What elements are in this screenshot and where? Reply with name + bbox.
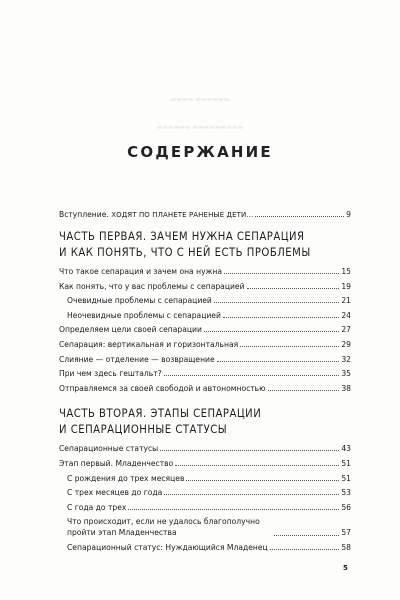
page-number: 51	[341, 458, 351, 468]
part-heading-1	[59, 229, 351, 260]
dot-leader	[255, 216, 344, 217]
page-number: 58	[341, 542, 351, 552]
toc-entry-text: С рождения до трех месяцев	[67, 473, 185, 483]
intro-prefix: Вступление.	[59, 210, 109, 219]
dot-leader	[164, 494, 339, 495]
dot-leader	[164, 375, 340, 376]
dot-leader	[247, 288, 340, 289]
toc-entry-text: С трех месяцев до года	[67, 488, 163, 498]
dot-leader	[217, 361, 340, 362]
toc-entry-text: Сепарационный статус: Нуждающийся Младенец	[67, 542, 268, 552]
page-folio-number: 5	[343, 564, 348, 572]
toc-entry-intro[interactable]	[59, 209, 351, 220]
section-spacer	[59, 397, 351, 406]
table-of-contents	[59, 209, 351, 557]
toc-subentry[interactable]	[59, 310, 351, 321]
bleed-through-text: ▬▬▬▬▬▬ ▬▬▬▬▬▬▬▬▬	[156, 124, 244, 131]
dot-leader	[160, 450, 339, 451]
part-heading-line: И СЕПАРАЦИОННЫЕ СТАТУСЫ	[59, 422, 228, 436]
toc-subentry[interactable]	[59, 473, 351, 484]
toc-entry-text: Отправляемся за своей свободой и автономностью	[59, 383, 266, 393]
page-number: 15	[341, 267, 351, 276]
dot-leader	[175, 465, 339, 466]
page-number: 29	[341, 339, 351, 349]
toc-entry[interactable]	[59, 458, 351, 469]
page-number: 53	[341, 488, 351, 498]
toc-subentry[interactable]	[59, 516, 351, 538]
toc-entry[interactable]	[59, 339, 351, 350]
dot-leader	[240, 346, 339, 347]
toc-entry-text: Что происходит, если не удалось благополучно пройти этап Младенчества	[67, 517, 260, 538]
toc-entry[interactable]	[59, 281, 351, 292]
toc-entry-text: Сепарация: вертикальная и горизонтальная	[59, 339, 239, 349]
page-number: 21	[341, 296, 351, 306]
toc-entry-text: Очевидные проблемы с сепарацией	[67, 296, 212, 306]
page-number: 57	[341, 528, 351, 538]
page-number: 19	[341, 281, 351, 291]
toc-entry-text: Сепарационные статусы	[59, 444, 159, 454]
dot-leader	[223, 317, 339, 318]
toc-subentry[interactable]	[59, 295, 351, 306]
dot-leader	[270, 549, 340, 550]
toc-entry-text: При чем здесь гештальт?	[59, 369, 162, 379]
page-number: 38	[341, 383, 351, 393]
dot-leader	[224, 273, 339, 274]
toc-entry[interactable]	[59, 266, 351, 277]
page-number: 43	[341, 444, 351, 454]
part-heading-line: ЧАСТЬ ВТОРАЯ. ЭТАПЫ СЕПАРАЦИИ	[59, 407, 262, 421]
toc-entry[interactable]	[59, 324, 351, 335]
bleed-through-text: ▬▬▬▬ ▬▬▬▬▬▬	[170, 96, 230, 103]
toc-entry-text: Определяем цели своей сепарации	[59, 325, 202, 335]
page-number: 35	[341, 369, 351, 379]
page-number: 51	[341, 473, 351, 483]
dot-leader	[128, 509, 339, 510]
toc-subentry[interactable]	[59, 542, 351, 553]
toc-entry-text: Неочевидные проблемы с сепарацией	[67, 310, 221, 320]
page-number: 32	[341, 354, 351, 364]
page-title: СОДЕРЖАНИЕ	[127, 143, 273, 161]
page-number: 24	[341, 310, 351, 320]
toc-entry-text: Слияние — отделение — возвращение	[59, 354, 215, 364]
page-number: 9	[346, 210, 351, 219]
toc-entry[interactable]	[59, 368, 351, 379]
toc-entry[interactable]	[59, 443, 351, 454]
toc-entry-text: Этап первый. Младенчество	[59, 458, 174, 468]
toc-entry[interactable]	[59, 383, 351, 394]
dot-leader	[186, 480, 339, 481]
toc-subentry[interactable]	[59, 487, 351, 498]
intro-caps-title: ХОДЯТ ПО ПЛАНЕТЕ РАНЕНЫЕ ДЕТИ...	[111, 211, 254, 219]
part-heading-line: И КАК ПОНЯТЬ, ЧТО С НЕЙ ЕСТЬ ПРОБЛЕМЫ	[59, 245, 311, 259]
toc-entry-text: С года до трех	[67, 502, 127, 512]
part-heading-line: ЧАСТЬ ПЕРВАЯ. ЗАЧЕМ НУЖНА СЕПАРАЦИЯ	[59, 230, 305, 243]
dot-leader	[204, 331, 339, 332]
dot-leader	[274, 535, 339, 536]
page-number: 27	[341, 325, 351, 335]
toc-entry-text: Как понять, что у вас проблемы с сепарацией	[59, 281, 245, 291]
toc-entry-text: Что такое сепарация и зачем она нужна	[59, 267, 223, 276]
dot-leader	[268, 390, 340, 391]
page-number: 56	[341, 502, 351, 512]
dot-leader	[214, 302, 339, 303]
toc-entry[interactable]	[59, 354, 351, 365]
toc-subentry[interactable]	[59, 502, 351, 513]
part-heading-2	[59, 406, 351, 437]
toc-entry-text	[59, 209, 253, 221]
